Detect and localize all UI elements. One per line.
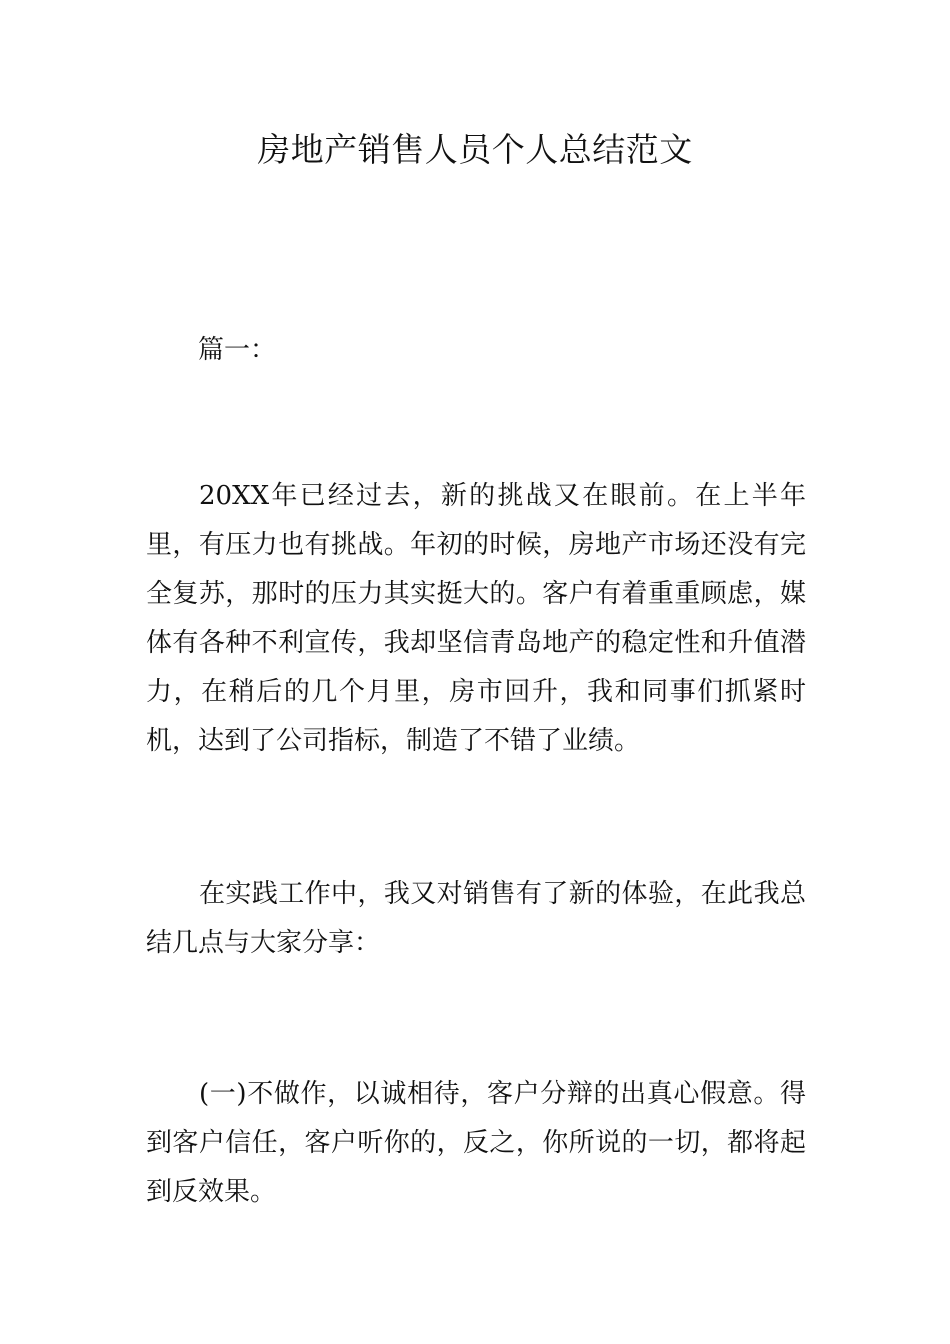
- document-title: 房地产销售人员个人总结范文: [257, 130, 693, 169]
- paragraph: 在实践工作中，我又对销售有了新的体验，在此我总结几点与大家分享：: [146, 879, 806, 958]
- paragraph: (一)不做作，以诚相待，客户分辩的出真心假意。得到客户信任，客户听你的，反之，你所说的一切，都将起到反效果。: [146, 1079, 806, 1207]
- section-label: 篇一：: [198, 335, 277, 365]
- paragraph: 20XX年已经过去，新的挑战又在眼前。在上半年里，有压力也有挑战。年初的时候，房地产市场还没有完全复苏，那时的压力其实挺大的。客户有着重重顾虑，媒体有各种不利宣传，我却坚信青岛地产的稳定性和升值潜力，在稍后的几个月里，房市回升，我和同事们抓紧时机，达到了公司指标，制造了不错了业绩。: [146, 481, 806, 756]
